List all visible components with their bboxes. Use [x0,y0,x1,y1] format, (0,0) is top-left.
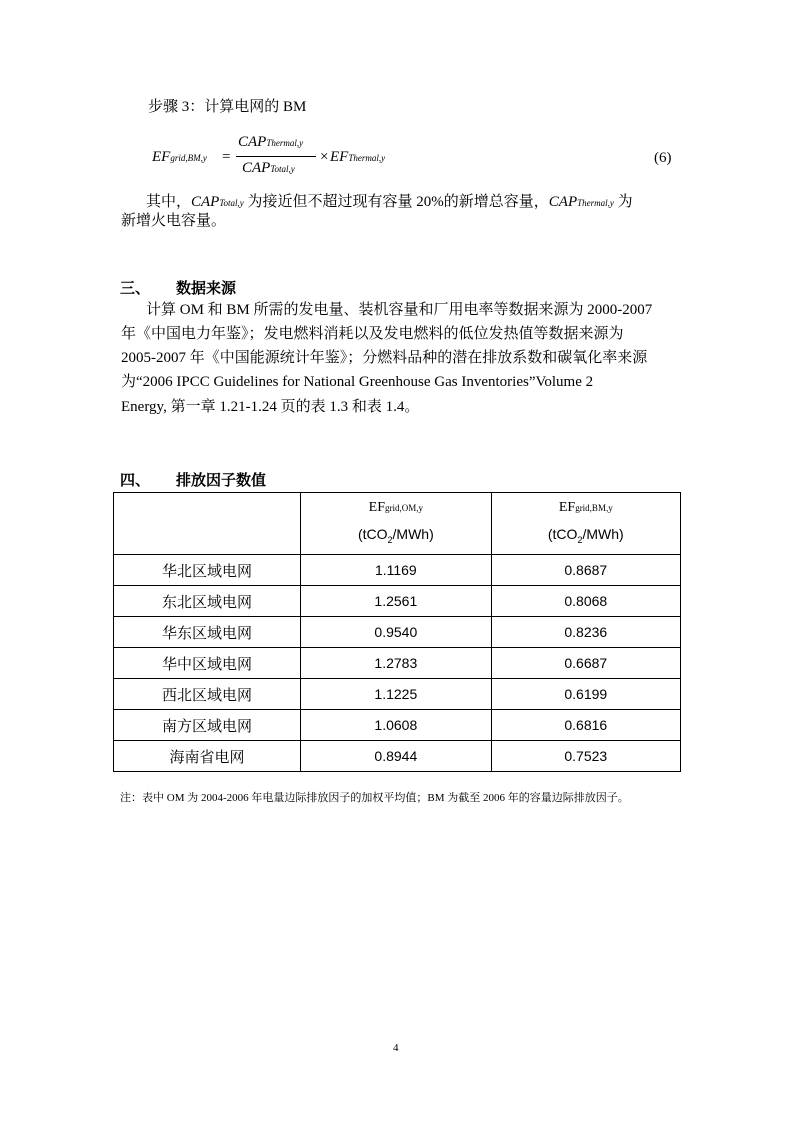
section-4-title: 排放因子数值 [176,471,267,489]
formula-6 [152,134,682,184]
grid-name: 海南省电网 [114,741,301,772]
fraction-bar [236,156,316,157]
om-value: 1.1225 [301,679,491,710]
formula-lhs: EFgrid,BM,y [152,149,207,165]
grid-name: 东北区域电网 [114,586,301,617]
formula-denominator: CAPTotal,y [242,160,295,176]
bm-value: 0.6199 [491,679,680,710]
table-row [114,679,681,710]
table-header-om: EFgrid,OM,y (tCO$_2$/MWh) [301,493,491,555]
bm-value: 0.8236 [491,617,680,648]
table-note: 注：表中 OM 为 2004-2006 年电量边际排放因子的加权平均值；BM 为截至 2006 年的容量边际排放因子。 [120,792,629,804]
om-value: 1.2783 [301,648,491,679]
grid-name: 华东区域电网 [114,617,301,648]
table-row [114,648,681,679]
formula-times: × [320,149,329,165]
om-value: 1.2561 [301,586,491,617]
where-paragraph-line-1: 其中，CAPTotal,y 为接近但不超过现有容量 20%的新增总容量，CAPThermal,y 为 [146,194,633,210]
where-paragraph-line-2: 新增火电容量。 [121,213,227,229]
data-source-line-2: 年《中国电力年鉴》；发电燃料消耗以及发电燃料的低位发热值等数据来源为 [121,326,624,342]
formula-rhs: EFThermal,y [330,149,386,165]
section-4-number: 四、 [120,471,151,489]
bm-value: 0.7523 [491,741,680,772]
grid-name: 华中区域电网 [114,648,301,679]
table-row [114,710,681,741]
table-row [114,741,681,772]
table-row [114,586,681,617]
table-header-row [114,493,681,555]
bm-value: 0.8687 [491,555,680,586]
om-value: 1.1169 [301,555,491,586]
table-row [114,555,681,586]
bm-value: 0.6687 [491,648,680,679]
bm-value: 0.6816 [491,710,680,741]
grid-name: 南方区域电网 [114,710,301,741]
page-number: 4 [393,1042,399,1054]
table-header-blank [114,493,301,555]
om-value: 0.8944 [301,741,491,772]
om-value: 0.9540 [301,617,491,648]
formula-equals: = [222,149,231,165]
section-3-number: 三、 [120,279,151,297]
data-source-line-5: Energy, 第一章 1.21-1.24 页的表 1.3 和表 1.4。 [121,399,420,415]
data-source-line-4: 为“2006 IPCC Guidelines for National Greenhouse Gas Inventories”Volume 2 [121,374,594,390]
grid-name: 华北区域电网 [114,555,301,586]
section-3-title: 数据来源 [176,279,237,297]
table-header-bm: EFgrid,BM,y (tCO$_2$/MWh) [491,493,680,555]
table-row [114,617,681,648]
formula-numerator: CAPThermal,y [238,134,304,150]
emission-factor-table [113,492,681,772]
data-source-line-1: 计算 OM 和 BM 所需的发电量、装机容量和厂用电率等数据来源为 2000-2007 [146,302,653,318]
data-source-line-3: 2005-2007 年《中国能源统计年鉴》；分燃料品种的潜在排放系数和碳氧化率来源 [121,350,648,366]
step-3-heading: 步骤 3：计算电网的 BM [148,99,307,115]
om-value: 1.0608 [301,710,491,741]
grid-name: 西北区域电网 [114,679,301,710]
bm-value: 0.8068 [491,586,680,617]
formula-number: (6) [654,150,672,166]
